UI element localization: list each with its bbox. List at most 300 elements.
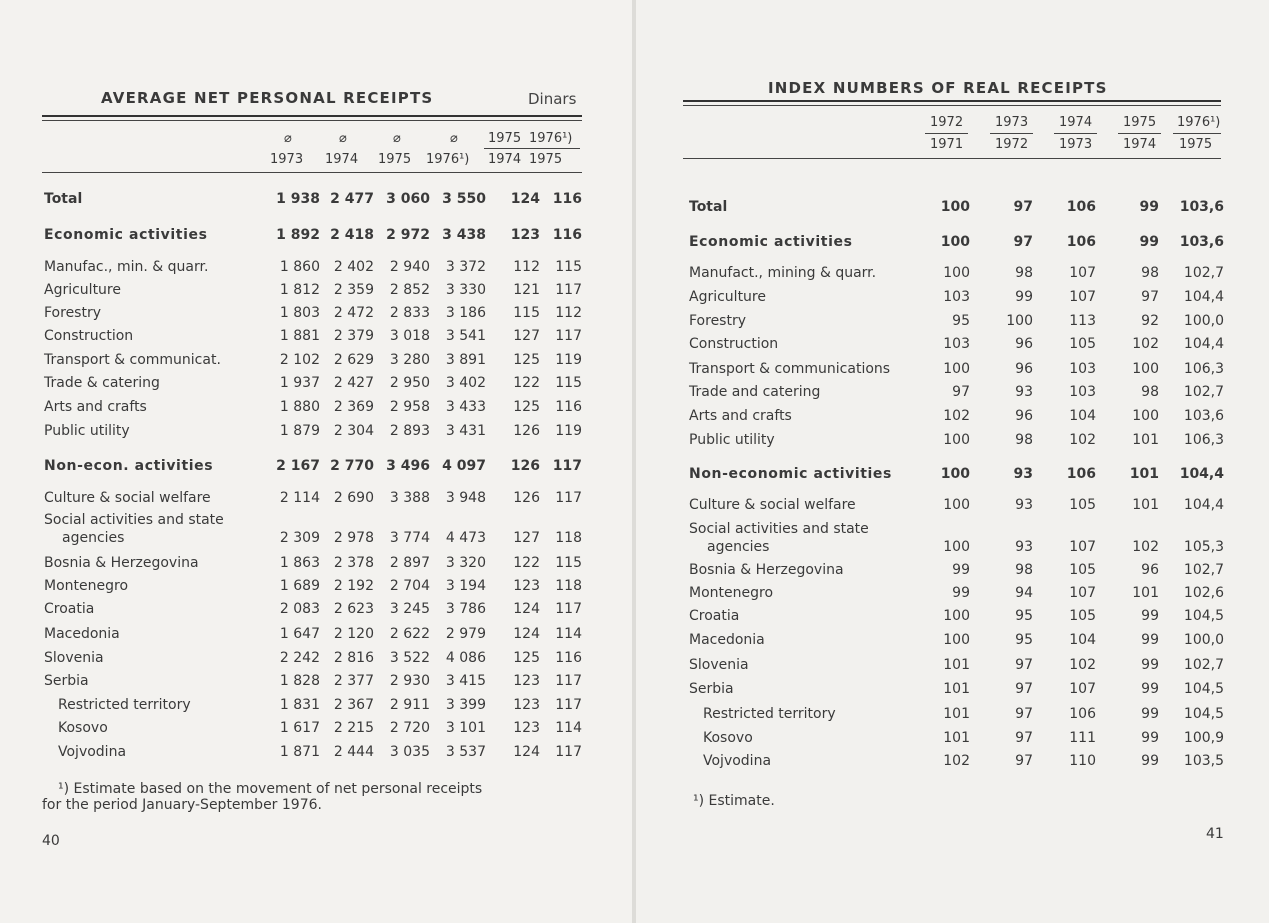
right-year-top: 1972 [930, 115, 964, 130]
row-value: 95 [952, 313, 970, 329]
left-top-rule [42, 115, 582, 117]
row-value: 3 194 [445, 578, 486, 594]
right-year-bottom: 1972 [995, 137, 1029, 152]
row-value: 102,7 [1183, 657, 1224, 673]
left-ratio-rule [484, 148, 580, 149]
row-value: 100 [1006, 313, 1033, 329]
row-value: 1 892 [276, 227, 320, 243]
row-value: 2 367 [333, 697, 374, 713]
row-value: 117 [555, 490, 582, 506]
row-value: 123 [513, 673, 540, 689]
row-value: 2 720 [389, 720, 430, 736]
right-top-rule-2 [683, 105, 1221, 106]
row-value: 117 [555, 601, 582, 617]
row-value: 97 [1015, 681, 1033, 697]
right-year-top: 1974 [1059, 115, 1093, 130]
row-label: Slovenia [44, 650, 104, 666]
row-value: 2 690 [333, 490, 374, 506]
row-label: Trade & catering [44, 375, 160, 391]
row-value: 2 833 [389, 305, 430, 321]
row-value: 3 101 [445, 720, 486, 736]
row-value: 125 [513, 399, 540, 415]
row-value: 124 [513, 744, 540, 760]
row-label: Social activities and state [44, 512, 224, 528]
row-value: 3 496 [386, 458, 430, 474]
row-value: 102 [1069, 657, 1096, 673]
row-value: 117 [555, 328, 582, 344]
row-value: 2 102 [279, 352, 320, 368]
left-header-rule [42, 172, 582, 173]
row-label-continued: agencies [62, 530, 125, 546]
row-value: 105,3 [1183, 539, 1224, 555]
row-value: 99 [952, 562, 970, 578]
row-value: 3 245 [389, 601, 430, 617]
row-value: 94 [1015, 585, 1033, 601]
row-label: Manufact., mining & quarr. [689, 265, 877, 281]
row-label: Construction [44, 328, 134, 344]
row-value: 101 [943, 657, 970, 673]
row-value: 97 [1015, 730, 1033, 746]
row-value: 127 [513, 328, 540, 344]
row-value: 102,7 [1183, 562, 1224, 578]
row-value: 96 [1015, 408, 1033, 424]
right-year-top: 1976¹) [1177, 115, 1221, 130]
row-value: 105 [1069, 608, 1096, 624]
row-label: Transport & communications [689, 361, 891, 377]
row-value: 3 431 [445, 423, 486, 439]
row-value: 101 [1129, 466, 1159, 482]
row-value: 2 978 [333, 530, 374, 546]
row-value: 3 388 [389, 490, 430, 506]
row-value: 114 [555, 626, 582, 642]
row-value: 4 086 [445, 650, 486, 666]
right-year-bottom: 1971 [930, 137, 964, 152]
right-year-bottom: 1975 [1179, 137, 1213, 152]
row-value: 3 541 [445, 328, 486, 344]
row-value: 126 [510, 458, 540, 474]
row-value: 125 [513, 650, 540, 666]
row-value: 1 881 [279, 328, 320, 344]
row-value: 115 [513, 305, 540, 321]
row-label: Macedonia [44, 626, 120, 642]
row-value: 102,7 [1183, 265, 1224, 281]
row-label: Agriculture [689, 289, 766, 305]
row-value: 114 [555, 720, 582, 736]
row-label: Culture & social welfare [44, 490, 211, 506]
row-value: 2 083 [279, 601, 320, 617]
row-value: 102 [1132, 336, 1159, 352]
left-year-header: 1976¹) [426, 152, 470, 167]
right-year-bottom: 1974 [1123, 137, 1157, 152]
row-label: Total [689, 199, 728, 215]
row-value: 98 [1015, 562, 1033, 578]
row-value: 2 622 [389, 626, 430, 642]
row-value: 118 [555, 530, 582, 546]
row-value: 2 427 [333, 375, 374, 391]
row-value: 100,0 [1183, 313, 1224, 329]
row-value: 100 [1132, 361, 1159, 377]
row-value: 99 [1141, 632, 1159, 648]
row-label: Restricted territory [58, 697, 191, 713]
right-page [636, 0, 1269, 923]
row-value: 115 [555, 375, 582, 391]
row-value: 1 880 [279, 399, 320, 415]
row-value: 1 831 [279, 697, 320, 713]
row-value: 2 897 [389, 555, 430, 571]
right-frac-rule [1173, 133, 1221, 134]
row-value: 1 937 [279, 375, 320, 391]
row-label: Total [44, 191, 83, 207]
row-value: 93 [1013, 466, 1033, 482]
row-value: 97 [1015, 753, 1033, 769]
right-frac-rule [1054, 133, 1097, 134]
row-value: 2 167 [276, 458, 320, 474]
row-value: 95 [1015, 632, 1033, 648]
row-value: 115 [555, 555, 582, 571]
row-value: 103 [943, 336, 970, 352]
row-value: 2 377 [333, 673, 374, 689]
row-value: 104,4 [1183, 289, 1224, 305]
right-table-title: INDEX NUMBERS OF REAL RECEIPTS [768, 79, 1108, 97]
row-value: 119 [555, 423, 582, 439]
row-value: 99 [1141, 706, 1159, 722]
right-frac-rule [1118, 133, 1161, 134]
row-value: 102 [943, 408, 970, 424]
row-value: 3 891 [445, 352, 486, 368]
row-label: Forestry [44, 305, 102, 321]
row-value: 106 [1066, 199, 1096, 215]
row-label: Non-economic activities [689, 466, 892, 482]
left-year-header: 1974 [325, 152, 359, 167]
row-label: Montenegro [44, 578, 129, 594]
row-label: Manufac., min. & quarr. [44, 259, 209, 275]
row-value: 116 [555, 650, 582, 666]
row-value: 123 [510, 227, 540, 243]
left-avg-symbol: ⌀ [450, 131, 458, 146]
row-value: 117 [555, 697, 582, 713]
row-value: 3 433 [445, 399, 486, 415]
row-value: 111 [1069, 730, 1096, 746]
row-value: 2 309 [279, 530, 320, 546]
row-value: 100,0 [1183, 632, 1224, 648]
row-value: 3 018 [389, 328, 430, 344]
row-value: 100 [940, 234, 970, 250]
row-value: 107 [1069, 681, 1096, 697]
row-value: 104,5 [1183, 706, 1224, 722]
row-value: 100 [943, 539, 970, 555]
left-footnote-line2: for the period January-September 1976. [42, 797, 322, 813]
row-value: 3 537 [445, 744, 486, 760]
left-footnote-line1: ¹) Estimate based on the movement of net personal receipts [58, 781, 483, 797]
row-value: 106 [1066, 466, 1096, 482]
row-value: 100 [940, 466, 970, 482]
row-value: 96 [1141, 562, 1159, 578]
row-value: 3 060 [386, 191, 430, 207]
row-value: 104,4 [1183, 497, 1224, 513]
row-label: Bosnia & Herzegovina [44, 555, 199, 571]
row-value: 101 [943, 706, 970, 722]
left-ratio-top-2: 1976¹) [529, 131, 573, 146]
row-value: 2 770 [330, 458, 374, 474]
row-value: 107 [1069, 539, 1096, 555]
row-value: 113 [1069, 313, 1096, 329]
row-value: 103 [943, 289, 970, 305]
row-value: 3 415 [445, 673, 486, 689]
row-value: 100 [1132, 408, 1159, 424]
row-value: 104,4 [1179, 466, 1224, 482]
row-value: 3 280 [389, 352, 430, 368]
row-label: Transport & communicat. [44, 352, 221, 368]
left-ratio-bottom-2: 1975 [529, 152, 563, 167]
row-value: 2 950 [389, 375, 430, 391]
row-value: 3 372 [445, 259, 486, 275]
row-label: Kosovo [703, 730, 753, 746]
row-label: Social activities and state [689, 521, 869, 537]
row-value: 99 [1015, 289, 1033, 305]
row-value: 2 114 [279, 490, 320, 506]
row-value: 105 [1069, 562, 1096, 578]
row-value: 1 803 [279, 305, 320, 321]
row-value: 101 [943, 730, 970, 746]
row-value: 2 120 [333, 626, 374, 642]
row-value: 112 [513, 259, 540, 275]
row-value: 2 979 [445, 626, 486, 642]
row-label: Restricted territory [703, 706, 836, 722]
row-value: 118 [555, 578, 582, 594]
row-label: Economic activities [44, 227, 208, 243]
left-year-header: 1975 [378, 152, 412, 167]
row-value: 104,4 [1183, 336, 1224, 352]
row-value: 116 [552, 191, 582, 207]
row-value: 2 477 [330, 191, 374, 207]
row-value: 112 [555, 305, 582, 321]
left-page [0, 0, 633, 923]
row-value: 96 [1015, 361, 1033, 377]
row-label: Public utility [44, 423, 130, 439]
row-value: 99 [1139, 199, 1159, 215]
row-value: 106 [1069, 706, 1096, 722]
row-value: 100,9 [1183, 730, 1224, 746]
row-value: 2 623 [333, 601, 374, 617]
row-label: Croatia [689, 608, 740, 624]
row-label: Forestry [689, 313, 747, 329]
row-value: 2 852 [389, 282, 430, 298]
right-page-number: 41 [1206, 826, 1224, 842]
row-value: 105 [1069, 497, 1096, 513]
row-value: 98 [1141, 384, 1159, 400]
row-value: 99 [1141, 730, 1159, 746]
row-value: 104 [1069, 408, 1096, 424]
right-frac-rule [990, 133, 1033, 134]
left-page-number: 40 [42, 833, 60, 849]
row-value: 3 320 [445, 555, 486, 571]
row-value: 100 [943, 632, 970, 648]
row-value: 106,3 [1183, 361, 1224, 377]
row-value: 2 940 [389, 259, 430, 275]
row-label: Trade and catering [689, 384, 821, 400]
row-value: 103,6 [1179, 234, 1224, 250]
row-value: 2 972 [386, 227, 430, 243]
row-value: 97 [1013, 234, 1033, 250]
left-avg-symbol: ⌀ [393, 131, 401, 146]
row-value: 98 [1015, 432, 1033, 448]
row-label: Arts and crafts [689, 408, 792, 424]
row-value: 102,6 [1183, 585, 1224, 601]
row-value: 97 [1015, 657, 1033, 673]
row-label: Bosnia & Herzegovina [689, 562, 844, 578]
row-label: Macedonia [689, 632, 765, 648]
row-value: 1 647 [279, 626, 320, 642]
row-value: 100 [943, 265, 970, 281]
row-value: 2 359 [333, 282, 374, 298]
row-value: 100 [943, 432, 970, 448]
row-value: 122 [513, 375, 540, 391]
row-label: Montenegro [689, 585, 774, 601]
left-avg-symbol: ⌀ [284, 131, 292, 146]
row-value: 93 [1015, 384, 1033, 400]
right-footnote: ¹) Estimate. [693, 793, 775, 809]
row-value: 99 [1141, 657, 1159, 673]
row-value: 122 [513, 555, 540, 571]
row-value: 98 [1141, 265, 1159, 281]
row-value: 102 [1069, 432, 1096, 448]
row-value: 93 [1015, 497, 1033, 513]
left-year-header: 1973 [270, 152, 304, 167]
row-value: 2 930 [389, 673, 430, 689]
right-frac-rule [925, 133, 968, 134]
row-value: 2 911 [389, 697, 430, 713]
row-value: 99 [1141, 753, 1159, 769]
row-value: 2 304 [333, 423, 374, 439]
row-label: Serbia [689, 681, 734, 697]
right-year-top: 1973 [995, 115, 1029, 130]
row-value: 105 [1069, 336, 1096, 352]
row-value: 104,5 [1183, 608, 1224, 624]
row-label-continued: agencies [707, 539, 770, 555]
row-value: 117 [555, 744, 582, 760]
row-value: 97 [1141, 289, 1159, 305]
row-value: 116 [555, 399, 582, 415]
row-value: 126 [513, 490, 540, 506]
row-value: 1 863 [279, 555, 320, 571]
row-value: 115 [555, 259, 582, 275]
row-value: 2 444 [333, 744, 374, 760]
row-value: 101 [1132, 585, 1159, 601]
row-value: 101 [943, 681, 970, 697]
row-value: 124 [513, 626, 540, 642]
row-label: Agriculture [44, 282, 121, 298]
row-value: 103,6 [1183, 408, 1224, 424]
row-value: 2 369 [333, 399, 374, 415]
row-value: 102 [1132, 539, 1159, 555]
row-value: 123 [513, 720, 540, 736]
row-value: 110 [1069, 753, 1096, 769]
row-value: 97 [1015, 706, 1033, 722]
row-value: 100 [940, 199, 970, 215]
row-label: Vojvodina [703, 753, 772, 769]
row-value: 99 [1141, 681, 1159, 697]
row-value: 3 399 [445, 697, 486, 713]
row-value: 104 [1069, 632, 1096, 648]
row-value: 103 [1069, 361, 1096, 377]
row-value: 1 617 [279, 720, 320, 736]
left-unit-label: Dinars [528, 90, 577, 108]
right-header-rule [683, 158, 1221, 159]
row-value: 3 786 [445, 601, 486, 617]
row-value: 106 [1066, 234, 1096, 250]
row-value: 117 [552, 458, 582, 474]
row-value: 101 [1132, 497, 1159, 513]
row-label: Vojvodina [58, 744, 127, 760]
row-value: 103 [1069, 384, 1096, 400]
row-value: 3 402 [445, 375, 486, 391]
row-value: 121 [513, 282, 540, 298]
row-value: 4 473 [445, 530, 486, 546]
row-value: 107 [1069, 289, 1096, 305]
row-value: 99 [952, 585, 970, 601]
right-top-rule [683, 100, 1221, 102]
row-value: 3 774 [389, 530, 430, 546]
row-value: 3 035 [389, 744, 430, 760]
row-value: 2 893 [389, 423, 430, 439]
row-value: 100 [943, 361, 970, 377]
row-value: 3 438 [442, 227, 486, 243]
row-label: Non-econ. activities [44, 458, 214, 474]
row-value: 2 418 [330, 227, 374, 243]
left-avg-symbol: ⌀ [339, 131, 347, 146]
left-table-title: AVERAGE NET PERSONAL RECEIPTS [101, 89, 434, 107]
row-value: 104,5 [1183, 681, 1224, 697]
row-value: 103,6 [1179, 199, 1224, 215]
row-label: Culture & social welfare [689, 497, 856, 513]
row-label: Kosovo [58, 720, 108, 736]
row-value: 102,7 [1183, 384, 1224, 400]
left-ratio-top-1: 1975 [488, 131, 522, 146]
row-value: 100 [943, 497, 970, 513]
row-value: 1 860 [279, 259, 320, 275]
row-value: 97 [1013, 199, 1033, 215]
row-value: 2 402 [333, 259, 374, 275]
row-value: 2 816 [333, 650, 374, 666]
row-value: 3 948 [445, 490, 486, 506]
row-value: 3 550 [442, 191, 486, 207]
row-value: 3 186 [445, 305, 486, 321]
row-value: 3 330 [445, 282, 486, 298]
row-value: 2 958 [389, 399, 430, 415]
row-value: 124 [510, 191, 540, 207]
right-year-bottom: 1973 [1059, 137, 1093, 152]
row-value: 106,3 [1183, 432, 1224, 448]
row-value: 124 [513, 601, 540, 617]
row-value: 93 [1015, 539, 1033, 555]
row-value: 102 [943, 753, 970, 769]
row-label: Public utility [689, 432, 775, 448]
row-value: 123 [513, 578, 540, 594]
row-value: 100 [943, 608, 970, 624]
row-value: 3 522 [389, 650, 430, 666]
row-value: 1 879 [279, 423, 320, 439]
row-value: 123 [513, 697, 540, 713]
row-value: 95 [1015, 608, 1033, 624]
row-value: 127 [513, 530, 540, 546]
row-label: Slovenia [689, 657, 749, 673]
row-value: 116 [552, 227, 582, 243]
row-value: 92 [1141, 313, 1159, 329]
row-value: 107 [1069, 265, 1096, 281]
row-value: 101 [1132, 432, 1159, 448]
row-value: 2 704 [389, 578, 430, 594]
row-value: 1 828 [279, 673, 320, 689]
